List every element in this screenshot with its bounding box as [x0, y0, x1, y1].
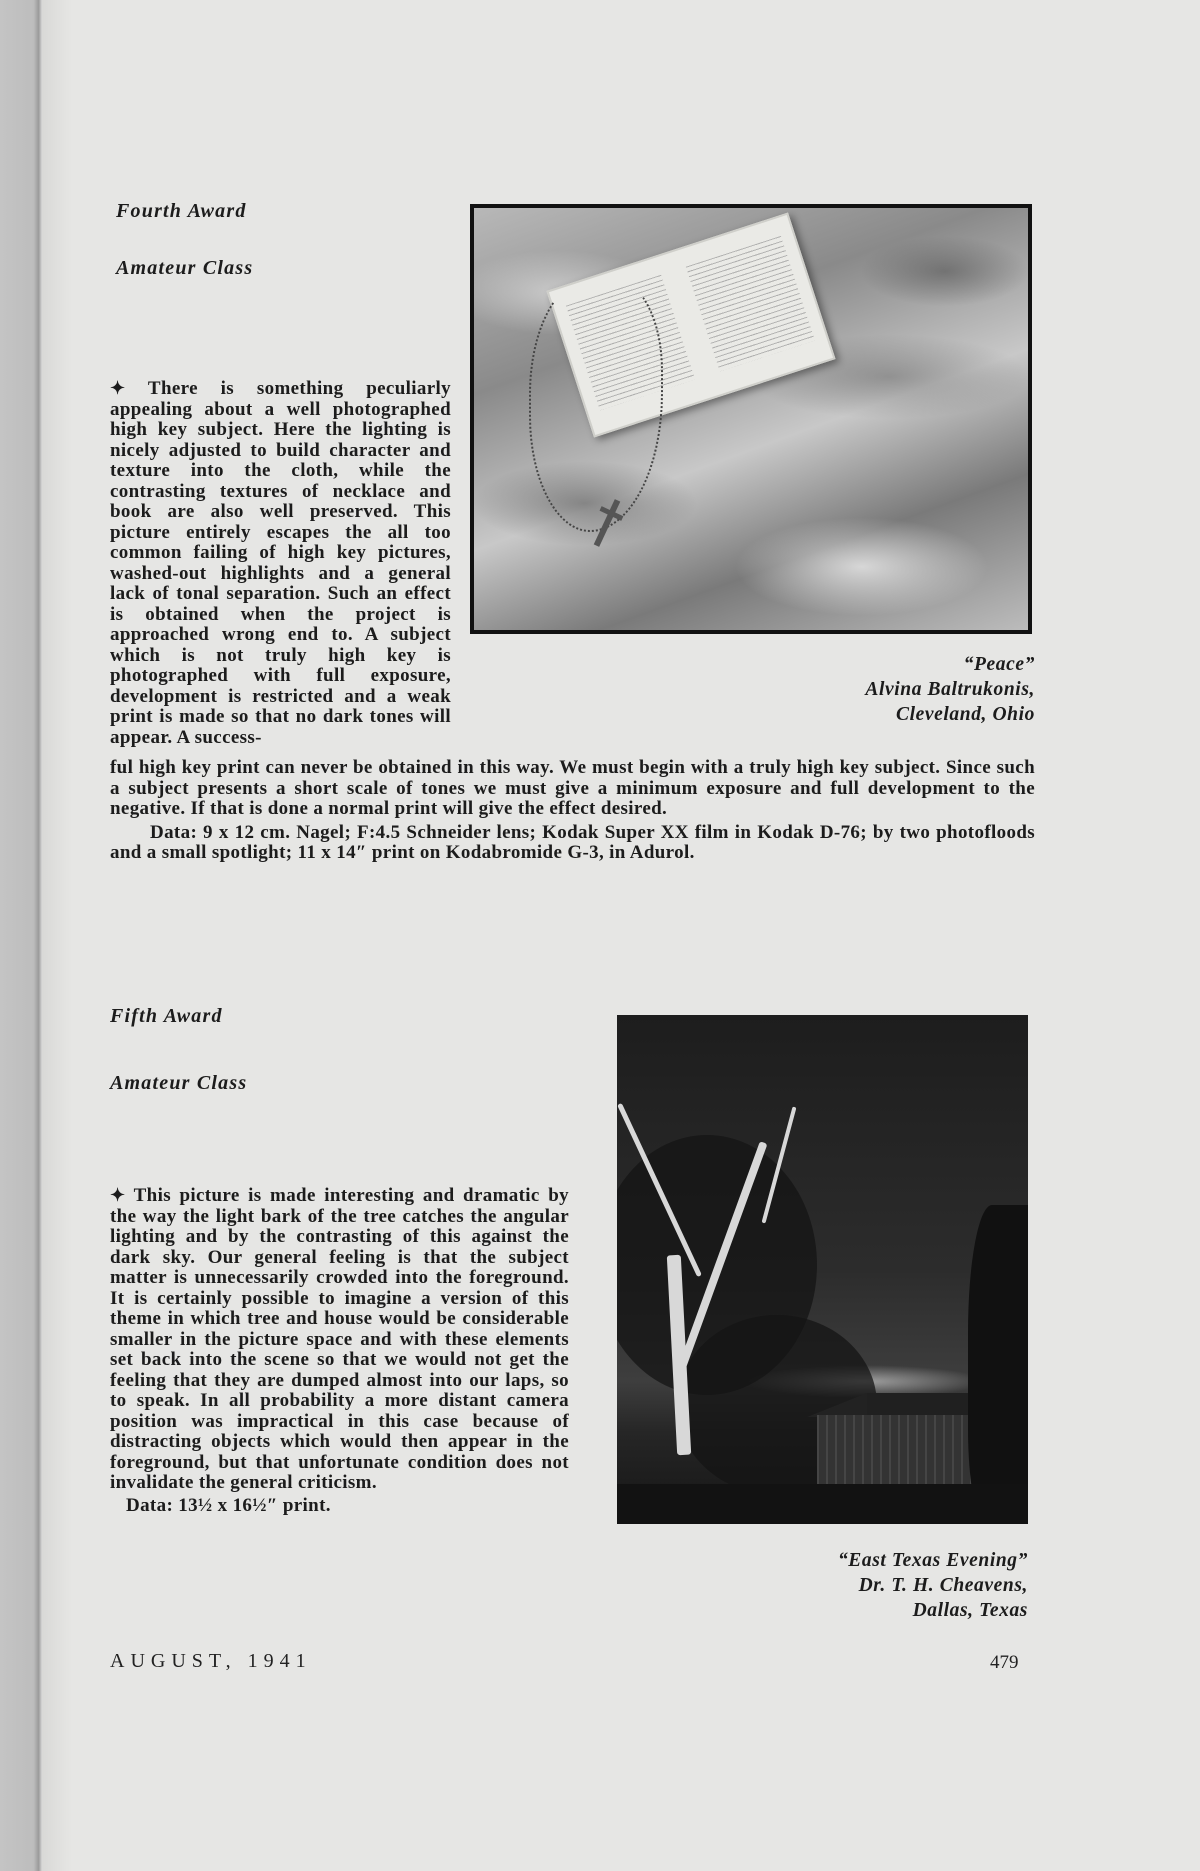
photo-caption [780, 652, 1035, 727]
critique-continuation: ful high key print can never be obtained in this way. We must begin with a truly high key subject. Since such a subject presents a short scale of tones we must give a minimum exposure and full development to the negative. If that is done a normal print will give the effect desired. [110, 757, 1035, 819]
house-roof-image [807, 1393, 867, 1417]
issue-date: AUGUST, 1941 [110, 1650, 312, 1672]
ground-image [617, 1484, 1028, 1524]
critique-text-column [110, 378, 451, 748]
star-bullet-icon: ✦ [110, 1185, 126, 1205]
award-class: Amateur Class [116, 257, 254, 279]
photo-location: Dallas, Texas [912, 1600, 1028, 1621]
critique-continuation-block [110, 758, 1035, 864]
award-class: Amateur Class [110, 1072, 248, 1094]
binding-gutter [0, 0, 42, 1871]
critique-text: This picture is made interesting and dramatic by the way the light bark of the tree catches the angular lighting and by the contrasting of this against the dark sky. Our general feeling is that the subject matter is unnecessarily crowded into the foreground. It is certainly possible to imagine a version of this theme in which tree and house would be considerable smaller in the picture space and with these elements set back into the scene so that we would not get the feeling that they are dumped almost into our laps, so to speak. In all probability a more distant camera position was impractical in this case because of distracting objects which would then appear in the foreground, but that unfortunate condition does not invalidate the general criticism. [110, 1185, 569, 1493]
photo-caption [740, 1548, 1028, 1623]
photo-author: Alvina Baltrukonis, [865, 679, 1035, 700]
star-bullet-icon: ✦ [110, 378, 126, 398]
photo-author: Dr. T. H. Cheavens, [858, 1575, 1028, 1596]
photo-east-texas-evening [617, 1015, 1028, 1524]
page-number: 479 [990, 1652, 1019, 1673]
photo-peace [470, 204, 1032, 634]
photo-location: Cleveland, Ohio [896, 704, 1035, 725]
award-title: Fourth Award [116, 200, 247, 222]
photo-title: “Peace” [963, 654, 1035, 675]
page-shadow [42, 0, 72, 1871]
technical-data: Data: 9 x 12 cm. Nagel; F:4.5 Schneider lens; Kodak Super XX film in Kodak D-76; by two photofloods and a small spotlight; 11 x 14″ print on Kodabromide G-3, in Adurol. [110, 821, 1035, 863]
rosary-image [529, 278, 663, 532]
photo-title: “East Texas Evening” [837, 1550, 1028, 1571]
critique-text-column [110, 1185, 569, 1516]
award-title: Fifth Award [110, 1005, 223, 1027]
critique-text: There is something peculiarly appealing about a well photographed high key subject. Here the lighting is nicely adjusted to build character and texture into the cloth, while the contrasting textures of necklace and book are also well preserved. This picture entirely escapes the all too common failing of high key pictures, washed-out highlights and a general lack of tonal separation. Such an effect is obtained when the project is approached wrong end to. A subject which is not truly high key is photographed with full exposure, development is restricted and a weak print is made so that no dark tones will appear. A success- [110, 378, 451, 748]
technical-data: Data: 13½ x 16½″ print. [126, 1494, 331, 1516]
dark-tree-image [968, 1205, 1028, 1524]
